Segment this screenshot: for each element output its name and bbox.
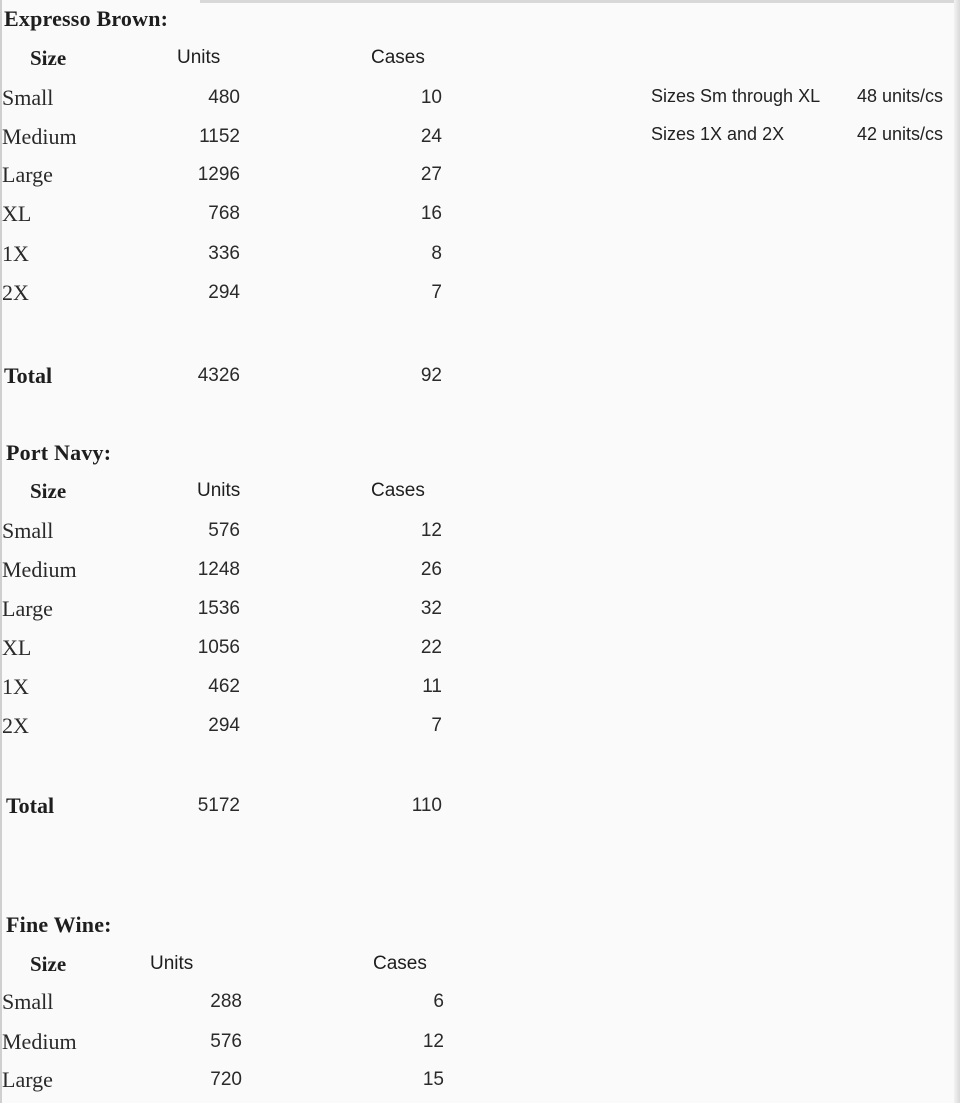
units-value: 294 bbox=[208, 715, 240, 736]
cases-value: 12 bbox=[420, 520, 442, 541]
column-header-units: Units bbox=[150, 953, 194, 974]
cases-value: 27 bbox=[420, 164, 442, 185]
size-label: Small bbox=[2, 85, 54, 110]
size-label: 1X bbox=[2, 241, 29, 266]
section-title: Fine Wine: bbox=[6, 912, 112, 937]
pack-note-value: 42 units/cs bbox=[857, 124, 944, 144]
total-cases-value: 92 bbox=[420, 365, 442, 386]
cases-value: 10 bbox=[420, 87, 442, 108]
column-header-size: Size bbox=[30, 952, 67, 976]
total-units-value: 4326 bbox=[197, 365, 240, 386]
cases-value: 12 bbox=[422, 1031, 444, 1052]
units-value: 1248 bbox=[197, 559, 240, 580]
units-value: 1056 bbox=[197, 637, 240, 658]
cases-value: 15 bbox=[422, 1069, 444, 1090]
cases-value: 24 bbox=[420, 126, 442, 147]
size-label: Small bbox=[2, 989, 54, 1014]
size-label: Small bbox=[2, 518, 54, 543]
units-value: 480 bbox=[208, 87, 240, 108]
size-label: Medium bbox=[2, 1029, 77, 1054]
column-header-cases: Cases bbox=[371, 47, 425, 68]
column-header-cases: Cases bbox=[371, 480, 425, 501]
units-value: 720 bbox=[210, 1069, 242, 1090]
column-header-cases: Cases bbox=[373, 953, 427, 974]
units-value: 1152 bbox=[199, 126, 240, 147]
cases-value: 11 bbox=[422, 676, 442, 697]
size-label: Large bbox=[2, 1067, 53, 1092]
column-header-units: Units bbox=[177, 47, 221, 68]
section-title: Port Navy: bbox=[6, 440, 112, 465]
size-label: Medium bbox=[2, 124, 77, 149]
units-value: 1536 bbox=[197, 598, 240, 619]
size-label: 2X bbox=[2, 280, 29, 305]
column-header-units: Units bbox=[197, 480, 241, 501]
total-units-value: 5172 bbox=[197, 795, 240, 816]
units-value: 576 bbox=[210, 1031, 242, 1052]
total-label: Total bbox=[4, 363, 53, 388]
units-value: 768 bbox=[208, 203, 240, 224]
size-label: XL bbox=[2, 201, 32, 226]
size-label: Large bbox=[2, 596, 53, 621]
units-value: 288 bbox=[210, 991, 242, 1012]
cases-value: 7 bbox=[431, 282, 442, 303]
units-value: 462 bbox=[208, 676, 240, 697]
cases-value: 22 bbox=[420, 637, 442, 658]
pack-note-label: Sizes 1X and 2X bbox=[651, 124, 785, 144]
cases-value: 32 bbox=[420, 598, 442, 619]
size-label: Medium bbox=[2, 557, 77, 582]
pack-note-label: Sizes Sm through XL bbox=[651, 86, 821, 106]
size-label: 2X bbox=[2, 713, 29, 738]
total-label: Total bbox=[6, 793, 55, 818]
pack-note-value: 48 units/cs bbox=[857, 86, 944, 106]
cases-value: 7 bbox=[431, 715, 442, 736]
section-title: Expresso Brown: bbox=[4, 6, 169, 31]
column-header-size: Size bbox=[30, 46, 67, 70]
units-value: 1296 bbox=[197, 164, 240, 185]
scan-edge-right bbox=[954, 0, 960, 1103]
size-label: Large bbox=[2, 162, 53, 187]
units-value: 336 bbox=[208, 243, 240, 264]
column-header-size: Size bbox=[30, 479, 67, 503]
size-label: XL bbox=[2, 635, 32, 660]
size-label: 1X bbox=[2, 674, 29, 699]
total-cases-value: 110 bbox=[411, 795, 442, 816]
units-value: 576 bbox=[208, 520, 240, 541]
scan-edge-top bbox=[200, 0, 960, 3]
units-value: 294 bbox=[208, 282, 240, 303]
cases-value: 6 bbox=[433, 991, 444, 1012]
cases-value: 26 bbox=[420, 559, 442, 580]
cases-value: 16 bbox=[420, 203, 442, 224]
cases-value: 8 bbox=[431, 243, 442, 264]
